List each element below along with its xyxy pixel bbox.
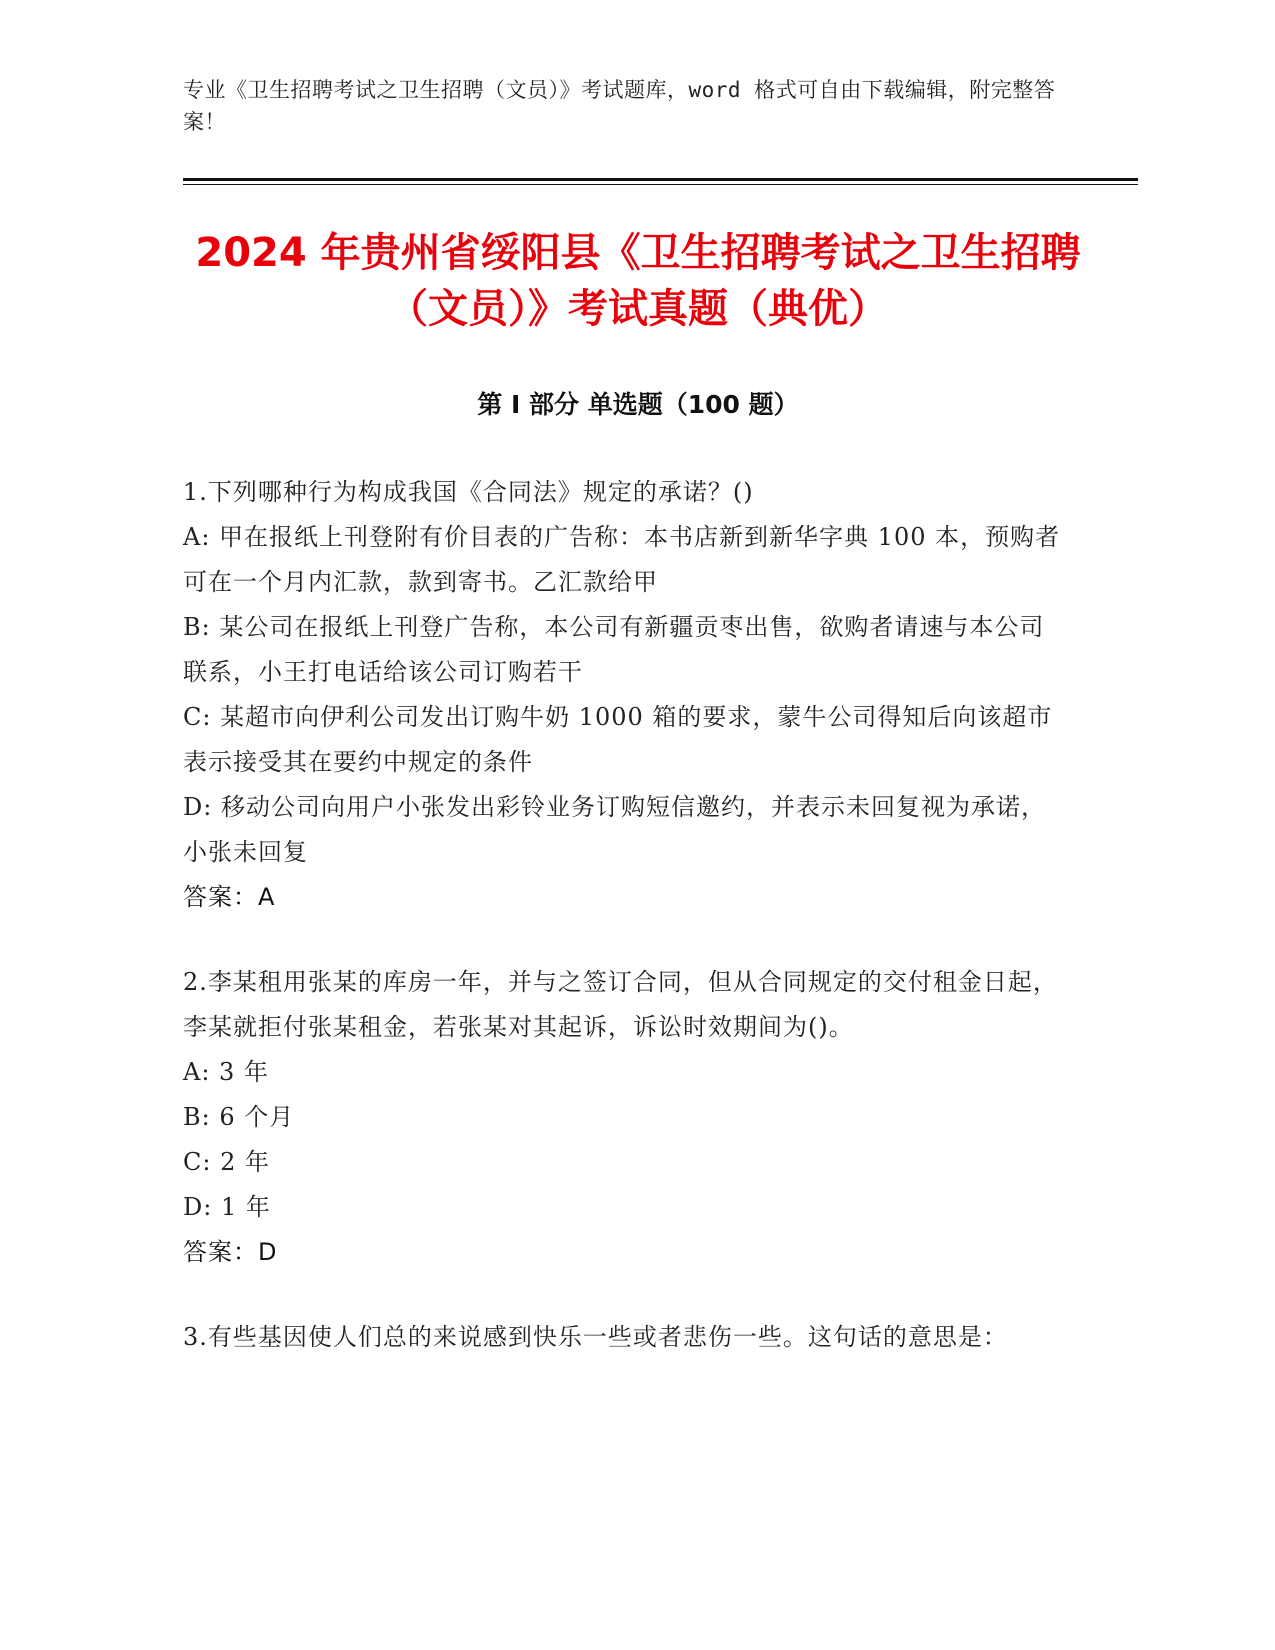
question-2 <box>183 960 1068 1275</box>
question-text: 1.下列哪种行为构成我国《合同法》规定的承诺？() <box>183 478 754 506</box>
answer: 答案：D <box>183 1238 278 1266</box>
option-c: C: 某超市向伊利公司发出订购牛奶 1000 箱的要求，蒙牛公司得知后向该超市表示接受其在要约中规定的条件 <box>183 703 1053 776</box>
option-a: A: 甲在报纸上刊登附有价目表的广告称：本书店新到新华字典 100 本，预购者可在一个月内汇款，款到寄书。乙汇款给甲 <box>183 523 1061 596</box>
document-title: 2024 年贵州省绥阳县《卫生招聘考试之卫生招聘（文员）》考试真题（典优） <box>195 230 1081 332</box>
question-3 <box>183 1315 1068 1360</box>
question-list <box>183 470 1068 1400</box>
question-text: 3.有些基因使人们总的来说感到快乐一些或者悲伤一些。这句话的意思是： <box>183 1323 1008 1351</box>
answer: 答案：A <box>183 883 276 911</box>
option-b: B: 某公司在报纸上刊登广告称，本公司有新疆贡枣出售，欲购者请速与本公司联系，小王打电话给该公司订购若干 <box>183 613 1045 686</box>
question-1 <box>183 470 1068 920</box>
section-title: 第 I 部分 单选题（100 题） <box>477 390 799 419</box>
question-text: 2.李某租用张某的库房一年，并与之签订合同，但从合同规定的交付租金日起，李某就拒付张某租金，若张某对其起诉，诉讼时效期间为()。 <box>183 968 1058 1041</box>
option-d: D: 1 年 <box>183 1193 271 1221</box>
option-b: B: 6 个月 <box>183 1103 295 1131</box>
option-c: C: 2 年 <box>183 1148 270 1176</box>
header-divider-thin <box>183 184 1138 185</box>
header-divider-thick <box>183 178 1138 181</box>
option-d: D: 移动公司向用户小张发出彩铃业务订购短信邀约，并表示未回复视为承诺，小张未回复 <box>183 793 1046 866</box>
header-note: 专业《卫生招聘考试之卫生招聘（文员）》考试题库，word 格式可自由下载编辑，附完整答案！ <box>183 78 1056 134</box>
option-a: A: 3 年 <box>183 1058 269 1086</box>
